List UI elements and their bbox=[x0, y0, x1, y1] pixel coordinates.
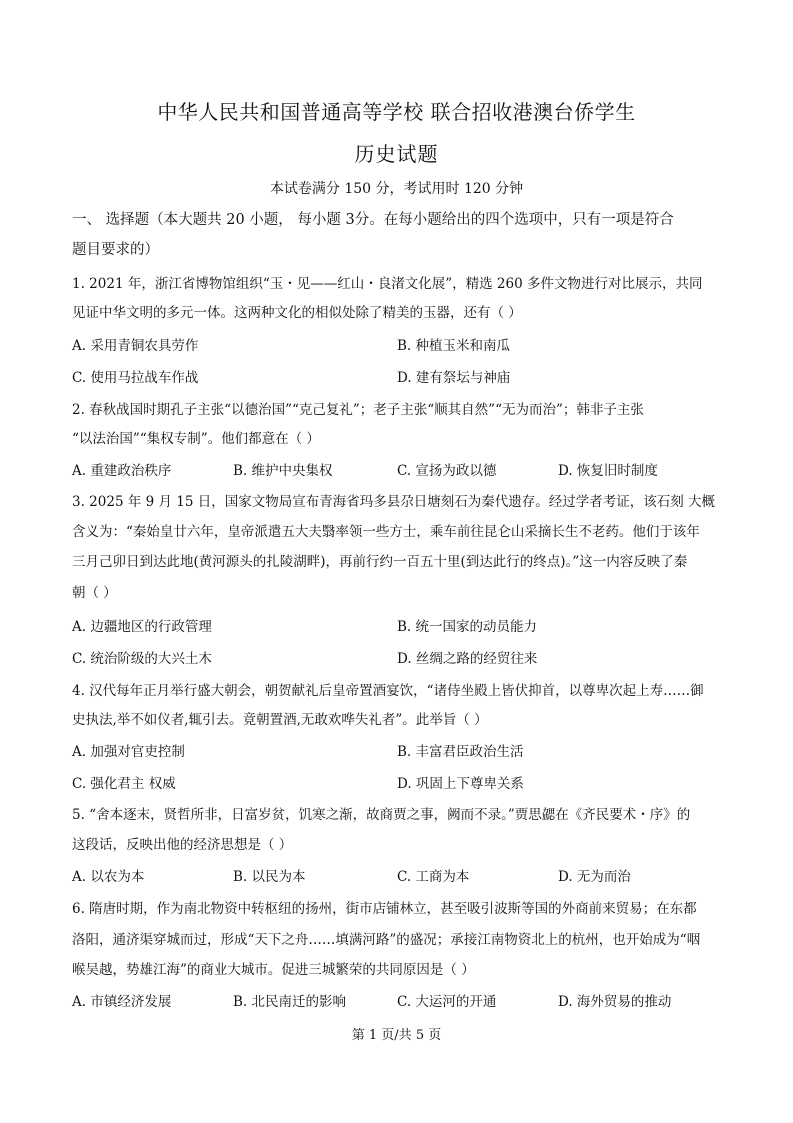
question-6-option-c: C. 大运河的开通 bbox=[397, 994, 497, 1010]
question-3-option-b: B. 统一国家的动员能力 bbox=[397, 619, 538, 635]
question-3-line-1: 3. 2025 年 9 月 15 日，国家文物局宣布青海省玛多县尕日塘刻石为秦代遗存。经过学者考证，该石刻 大概 bbox=[72, 494, 716, 510]
question-6-line-3: 喉吴越，势雄江海”的商业大城市。促进三城繁荣的共同原因是（ ） bbox=[72, 962, 475, 978]
section-heading-line-1: 一、 选择题（本大题共 20 小题， 每小题 3分。在每小题给出的四个选项中，只有一项是符合 bbox=[72, 212, 674, 228]
question-2-option-d: D. 恢复旧时制度 bbox=[558, 463, 658, 479]
question-2-option-b: B. 维护中央集权 bbox=[233, 463, 333, 479]
question-6-line-2: 洛阳，通济渠穿城而过，形成“天下之舟……填满河路”的盛况；承接江南物资北上的杭州，也开始成为“咽 bbox=[72, 932, 701, 948]
question-3-line-4: 朝（ ） bbox=[72, 585, 117, 601]
question-5-option-a: A. 以农为本 bbox=[72, 869, 145, 885]
question-3-option-d: D. 丝绸之路的经贸往来 bbox=[397, 651, 538, 667]
question-3-option-c: C. 统治阶级的大兴土木 bbox=[72, 651, 212, 667]
page-number-footer: 第 1 页/共 5 页 bbox=[351, 1028, 442, 1043]
question-4-line-1: 4. 汉代每年正月举行盛大朝会，朝贺献礼后皇帝置酒宴饮，“诸侍坐殿上皆伏抑首，以尊卑次起上寿……御 bbox=[72, 683, 704, 699]
question-2-option-a: A. 重建政治秩序 bbox=[72, 463, 172, 479]
question-4-line-2: 史执法,举不如仪者,辄引去。竟朝置酒,无敢欢哗失礼者”。此举旨（ ） bbox=[72, 712, 488, 728]
question-1-option-c: C. 使用马拉战车作战 bbox=[72, 370, 199, 386]
question-6-line-1: 6. 隋唐时期，作为南北物资中转枢纽的扬州，街市店铺林立，甚至吸引波斯等国的外商前来贸易；在东都 bbox=[72, 901, 697, 917]
question-4-option-c: C. 强化君主 权威 bbox=[72, 776, 176, 792]
question-4-option-a: A. 加强对官吏控制 bbox=[72, 744, 185, 760]
question-1-option-b: B. 种植玉米和南瓜 bbox=[397, 338, 511, 354]
question-5-line-1: 5. “舍本逐末，贤哲所非，日富岁贫，饥寒之渐，故商贾之事，阙而不录。”贾思勰在《齐民要术・序》的 bbox=[72, 807, 691, 823]
question-3-line-3: 三月己卯日到达此地(黄河源头的扎陵湖畔)，再前行约一百五十里(到达此行的终点)。”这一内容反映了秦 bbox=[72, 554, 688, 570]
exam-note: 本试卷满分 150 分，考试用时 120 分钟 bbox=[269, 181, 524, 197]
question-2-line-2: “以法治国”“集权专制”。他们都意在（ ） bbox=[72, 431, 320, 447]
section-heading-line-2: 题目要求的） bbox=[72, 242, 159, 258]
question-5-line-2: 这段话，反映出他的经济思想是（ ） bbox=[72, 837, 293, 853]
question-2-option-c: C. 宣扬为政以德 bbox=[397, 463, 497, 479]
question-4-option-b: B. 丰富君臣政治生活 bbox=[397, 744, 524, 760]
exam-subject-title: 历史试题 bbox=[354, 142, 439, 166]
question-5-option-b: B. 以民为本 bbox=[233, 869, 306, 885]
question-4-option-d: D. 巩固上下尊卑关系 bbox=[397, 776, 524, 792]
question-2-line-1: 2. 春秋战国时期孔子主张“以德治国”“克己复礼”；老子主张“顺其自然”“无为而治”；韩非子主张 bbox=[72, 402, 644, 418]
question-5-option-c: C. 工商为本 bbox=[397, 869, 470, 885]
question-5-option-d: D. 无为而治 bbox=[558, 869, 631, 885]
question-1-option-d: D. 建有祭坛与神庙 bbox=[397, 370, 511, 386]
question-1-line-2: 见证中华文明的多元一体。这两种文化的相似处除了精美的玉器，还有（ ） bbox=[72, 305, 522, 321]
question-6-option-d: D. 海外贸易的推动 bbox=[558, 994, 672, 1010]
question-1-option-a: A. 采用青铜农具劳作 bbox=[72, 338, 199, 354]
exam-title: 中华人民共和国普通高等学校 联合招收港澳台侨学生 bbox=[157, 100, 636, 124]
question-6-option-a: A. 市镇经济发展 bbox=[72, 994, 172, 1010]
question-1-line-1: 1. 2021 年，浙江省博物馆组织“玉・见——红山・良渚文化展”，精选 260 多件文物进行对比展示，共同 bbox=[72, 276, 703, 292]
question-3-option-a: A. 边疆地区的行政管理 bbox=[72, 619, 212, 635]
question-6-option-b: B. 北民南迁的影响 bbox=[233, 994, 347, 1010]
question-3-line-2: 含义为：“秦始皇廿六年，皇帝派遣五大夫翳率领一些方士，乘车前往昆仑山采摘长生不老药。他们于该年 bbox=[72, 524, 700, 540]
